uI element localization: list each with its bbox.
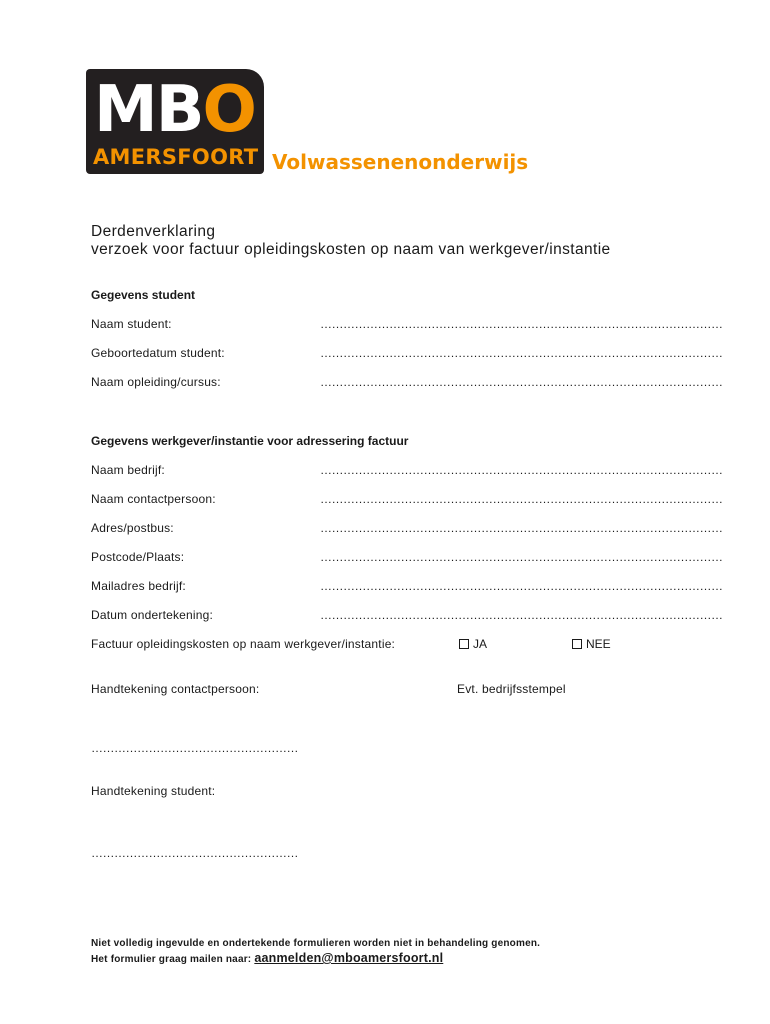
field-label-student-name: Naam student: [91,317,172,331]
document-title: Derdenverklaring [91,223,216,240]
field-line-contact[interactable]: …………………………………………………………………………………………… [320,492,723,506]
contact-signature-line[interactable]: ……………………………………………… [91,741,298,755]
field-label-contact: Naam contactpersoon: [91,492,216,506]
footer-mail-prefix: Het formulier graag mailen naar: [91,954,252,965]
field-line-sign-date[interactable]: …………………………………………………………………………………………… [320,608,723,622]
field-label-postcode: Postcode/Plaats: [91,550,185,564]
student-section-heading: Gegevens student [91,288,196,302]
document-subtitle: verzoek voor factuur opleidingskosten op naam van werkgever/instantie [91,241,611,258]
field-line-postcode[interactable]: …………………………………………………………………………………………… [320,550,723,564]
logo-city: AMERSFOORT [93,145,259,169]
option-yes-label: JA [473,637,488,651]
footer-mail-line [91,951,443,967]
field-line-company[interactable]: …………………………………………………………………………………………… [320,463,723,477]
field-label-address: Adres/postbus: [91,521,174,535]
logo-subtitle: Volwassenenonderwijs [272,150,529,174]
field-line-email[interactable]: …………………………………………………………………………………………… [320,579,723,593]
option-no[interactable] [572,636,611,652]
student-signature-line[interactable]: ……………………………………………… [91,846,298,860]
field-line-address[interactable]: …………………………………………………………………………………………… [320,521,723,535]
company-stamp-label: Evt. bedrijfsstempel [457,682,566,696]
field-label-birthdate: Geboortedatum student: [91,346,225,360]
student-signature-label: Handtekening student: [91,784,216,798]
field-label-sign-date: Datum ondertekening: [91,608,214,622]
checkbox-yes-icon[interactable] [459,639,469,649]
field-line-course[interactable]: …………………………………………………………………………………………… [320,375,723,389]
option-no-label: NEE [586,637,611,651]
field-line-birthdate[interactable]: …………………………………………………………………………………………… [320,346,723,360]
invoice-choice-label: Factuur opleidingskosten op naam werkgever/instantie: [91,637,396,651]
field-line-student-name[interactable]: …………………………………………………………………………………………… [320,317,723,331]
logo-mbo: MBO [94,73,255,147]
footer-notice: Niet volledig ingevulde en ondertekende formulieren worden niet in behandeling genomen. [91,938,541,949]
field-label-email: Mailadres bedrijf: [91,579,186,593]
option-yes[interactable] [459,636,487,652]
field-label-company: Naam bedrijf: [91,463,165,477]
contact-signature-label: Handtekening contactpersoon: [91,682,260,696]
employer-section-heading: Gegevens werkgever/instantie voor adressering factuur [91,434,409,448]
checkbox-no-icon[interactable] [572,639,582,649]
field-label-course: Naam opleiding/cursus: [91,375,221,389]
email-link[interactable]: aanmelden@mboamersfoort.nl [254,951,444,965]
